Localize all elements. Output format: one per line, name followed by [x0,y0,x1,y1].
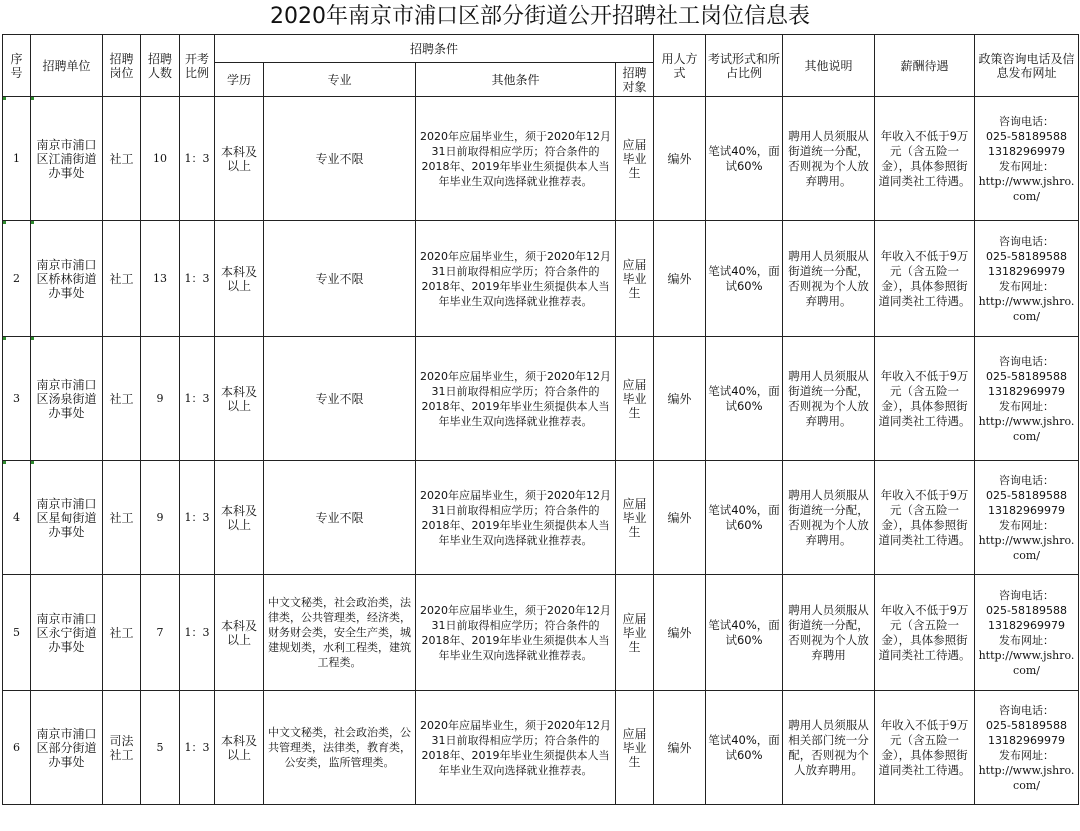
cell-seq: 3 [3,337,31,461]
header-contact: 政策咨询电话及信息发布网址 [975,35,1079,97]
table-row [3,575,1079,691]
cell-salary: 年收入不低于9万元（含五险一金），具体参照街道同类社工待遇。 [875,221,975,337]
cell-target: 应届毕业生 [616,97,654,221]
cell-contact [975,691,1079,805]
header-salary: 薪酬待遇 [875,35,975,97]
cell-position: 社工 [103,575,141,691]
cell-target: 应届毕业生 [616,461,654,575]
cell-target: 应届毕业生 [616,691,654,805]
cell-salary: 年收入不低于9万元（含五险一金），具体参照街道同类社工待遇。 [875,575,975,691]
site-url-link[interactable]: http://www.jshro.com/ [978,174,1075,203]
cell-count: 10 [141,97,180,221]
cell-unit: 南京市浦口区星甸街道办事处 [31,461,103,575]
cell-unit: 南京市浦口区江浦街道办事处 [31,97,103,221]
cell-major: 中文文秘类，社会政治类，法律类，公共管理类，经济类，财务财会类，安全生产类，城建规划类，水利工程类，建筑工程类。 [264,575,416,691]
cell-count: 5 [141,691,180,805]
contact-phone-2: 13182969979 [988,384,1065,398]
recruitment-table [2,34,1079,805]
contact-phone-2: 13182969979 [988,503,1065,517]
cell-note: 聘用人员须服从相关部门统一分配，否则视为个人放弃聘用。 [783,691,875,805]
cell-employment: 编外 [654,221,706,337]
contact-phone-1: 025-58189588 [986,129,1067,143]
cell-contact [975,97,1079,221]
cell-exam: 笔试40%，面试60% [706,337,783,461]
header-unit: 招聘单位 [31,35,103,97]
cell-major: 中文文秘类，社会政治类，公共管理类，法律类，教育类，公安类，监所管理类。 [264,691,416,805]
cell-ratio: 1：3 [180,221,215,337]
contact-phone-1: 025-58189588 [986,369,1067,383]
contact-label: 咨询电话： [999,354,1055,368]
cell-other-conditions: 2020年应届毕业生，须于2020年12月31日前取得相应学历；符合条件的2018年、2019年毕业生须提供本人当年毕业生双向选择就业推荐表。 [416,97,616,221]
header-education: 学历 [215,63,264,97]
cell-education: 本科及以上 [215,691,264,805]
cell-count: 9 [141,337,180,461]
cell-education: 本科及以上 [215,97,264,221]
site-url-link[interactable]: http://www.jshro.com/ [978,294,1075,323]
cell-major: 专业不限 [264,97,416,221]
cell-seq: 2 [3,221,31,337]
cell-other-conditions: 2020年应届毕业生，须于2020年12月31日前取得相应学历；符合条件的2018年、2019年毕业生须提供本人当年毕业生双向选择就业推荐表。 [416,461,616,575]
contact-label: 咨询电话： [999,473,1055,487]
cell-employment: 编外 [654,691,706,805]
header-seq: 序号 [3,35,31,97]
cell-salary: 年收入不低于9万元（含五险一金），具体参照街道同类社工待遇。 [875,461,975,575]
contact-label: 咨询电话： [999,114,1055,128]
cell-major: 专业不限 [264,461,416,575]
cell-count: 9 [141,461,180,575]
cell-seq: 5 [3,575,31,691]
cell-unit: 南京市浦口区汤泉街道办事处 [31,337,103,461]
site-label: 发布网址： [999,633,1055,647]
header-other: 其他条件 [416,63,616,97]
cell-count: 7 [141,575,180,691]
site-url-link[interactable]: http://www.jshro.com/ [978,533,1075,562]
site-url-link[interactable]: http://www.jshro.com/ [978,763,1075,792]
cell-count: 13 [141,221,180,337]
cell-employment: 编外 [654,97,706,221]
header-count: 招聘人数 [141,35,180,97]
cell-other-conditions: 2020年应届毕业生，须于2020年12月31日前取得相应学历；符合条件的2018年、2019年毕业生须提供本人当年毕业生双向选择就业推荐表。 [416,691,616,805]
cell-target: 应届毕业生 [616,221,654,337]
contact-phone-1: 025-58189588 [986,249,1067,263]
contact-phone-2: 13182969979 [988,618,1065,632]
cell-major: 专业不限 [264,337,416,461]
cell-position: 社工 [103,337,141,461]
cell-position: 司法社工 [103,691,141,805]
table-row [3,461,1079,575]
cell-salary: 年收入不低于9万元（含五险一金），具体参照街道同类社工待遇。 [875,97,975,221]
site-label: 发布网址： [999,518,1055,532]
cell-note: 聘用人员须服从街道统一分配，否则视为个人放弃聘用。 [783,461,875,575]
cell-seq: 1 [3,97,31,221]
cell-education: 本科及以上 [215,337,264,461]
header-major: 专业 [264,63,416,97]
cell-education: 本科及以上 [215,461,264,575]
cell-position: 社工 [103,97,141,221]
cell-note: 聘用人员须服从街道统一分配，否则视为个人放弃聘用。 [783,97,875,221]
cell-seq: 4 [3,461,31,575]
table-row [3,221,1079,337]
header-employment: 用人方式 [654,35,706,97]
cell-note: 聘用人员须服从街道统一分配，否则视为个人放弃聘用。 [783,221,875,337]
cell-ratio: 1：3 [180,337,215,461]
site-label: 发布网址： [999,279,1055,293]
header-ratio: 开考比例 [180,35,215,97]
cell-exam: 笔试40%，面试60% [706,97,783,221]
contact-phone-1: 025-58189588 [986,603,1067,617]
site-label: 发布网址： [999,159,1055,173]
contact-phone-2: 13182969979 [988,144,1065,158]
cell-contact [975,575,1079,691]
header-note: 其他说明 [783,35,875,97]
contact-label: 咨询电话： [999,588,1055,602]
header-target: 招聘对象 [616,63,654,97]
cell-other-conditions: 2020年应届毕业生，须于2020年12月31日前取得相应学历；符合条件的2018年、2019年毕业生须提供本人当年毕业生双向选择就业推荐表。 [416,337,616,461]
cell-exam: 笔试40%，面试60% [706,461,783,575]
cell-ratio: 1：3 [180,575,215,691]
page-title: 2020年南京市浦口区部分街道公开招聘社工岗位信息表 [270,4,810,29]
site-label: 发布网址： [999,399,1055,413]
cell-employment: 编外 [654,575,706,691]
cell-education: 本科及以上 [215,221,264,337]
contact-phone-2: 13182969979 [988,264,1065,278]
cell-other-conditions: 2020年应届毕业生，须于2020年12月31日前取得相应学历；符合条件的2018年、2019年毕业生须提供本人当年毕业生双向选择就业推荐表。 [416,221,616,337]
contact-phone-1: 025-58189588 [986,488,1067,502]
cell-exam: 笔试40%，面试60% [706,691,783,805]
site-url-link[interactable]: http://www.jshro.com/ [978,648,1075,677]
cell-target: 应届毕业生 [616,575,654,691]
cell-education: 本科及以上 [215,575,264,691]
cell-unit: 南京市浦口区桥林街道办事处 [31,221,103,337]
cell-ratio: 1：3 [180,691,215,805]
header-conditions: 招聘条件 [215,35,654,63]
table-row [3,337,1079,461]
cell-salary: 年收入不低于9万元（含五险一金），具体参照街道同类社工待遇。 [875,691,975,805]
header-position: 招聘岗位 [103,35,141,97]
cell-contact [975,221,1079,337]
cell-contact [975,337,1079,461]
cell-unit: 南京市浦口区永宁街道办事处 [31,575,103,691]
contact-label: 咨询电话： [999,234,1055,248]
cell-contact [975,461,1079,575]
cell-exam: 笔试40%，面试60% [706,221,783,337]
contact-phone-1: 025-58189588 [986,718,1067,732]
header-exam: 考试形式和所占比例 [706,35,783,97]
cell-exam: 笔试40%，面试60% [706,575,783,691]
cell-employment: 编外 [654,337,706,461]
cell-unit: 南京市浦口区部分街道办事处 [31,691,103,805]
cell-target: 应届毕业生 [616,337,654,461]
contact-phone-2: 13182969979 [988,733,1065,747]
cell-note: 聘用人员须服从街道统一分配，否则视为个人放弃聘用 [783,575,875,691]
cell-ratio: 1：3 [180,461,215,575]
cell-position: 社工 [103,461,141,575]
contact-label: 咨询电话： [999,703,1055,717]
table-row [3,691,1079,805]
cell-salary: 年收入不低于9万元（含五险一金），具体参照街道同类社工待遇。 [875,337,975,461]
site-label: 发布网址： [999,748,1055,762]
cell-major: 专业不限 [264,221,416,337]
cell-position: 社工 [103,221,141,337]
cell-ratio: 1：3 [180,97,215,221]
site-url-link[interactable]: http://www.jshro.com/ [978,414,1075,443]
cell-employment: 编外 [654,461,706,575]
cell-note: 聘用人员须服从街道统一分配，否则视为个人放弃聘用。 [783,337,875,461]
table-row [3,97,1079,221]
cell-other-conditions: 2020年应届毕业生，须于2020年12月31日前取得相应学历；符合条件的2018年、2019年毕业生须提供本人当年毕业生双向选择就业推荐表。 [416,575,616,691]
cell-seq: 6 [3,691,31,805]
